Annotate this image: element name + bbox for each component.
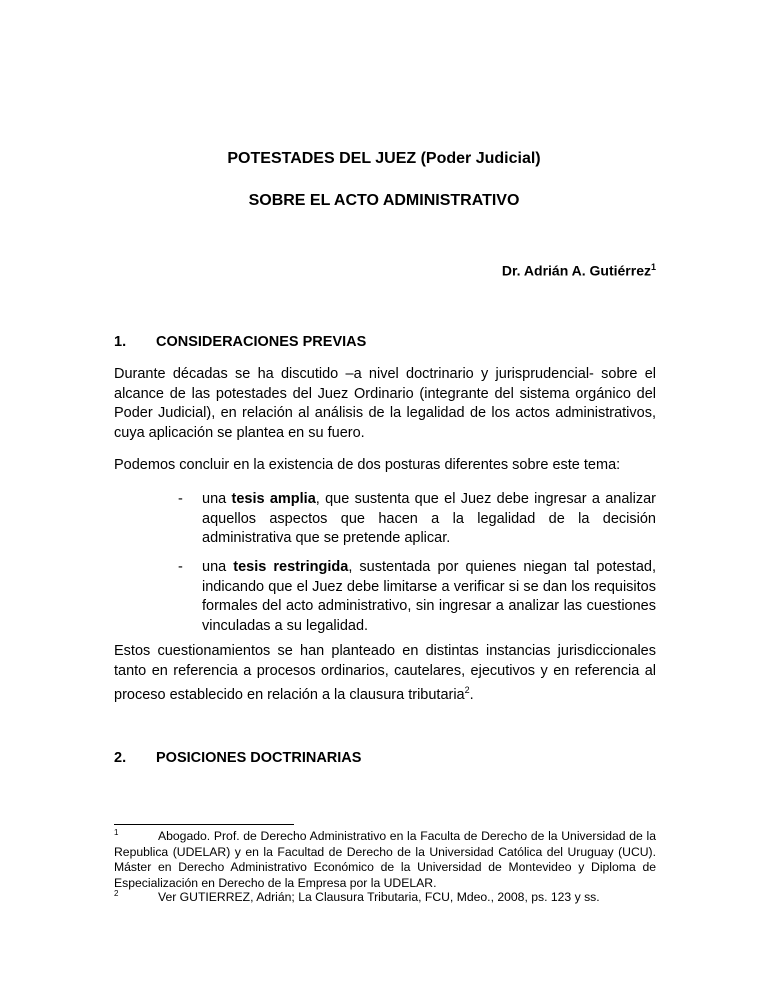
section1-paragraph3 xyxy=(114,642,656,705)
footnote-2-text: Ver GUTIERREZ, Adrián; La Clausura Tributaria, FCU, Mdeo., 2008, ps. 123 y ss. xyxy=(158,890,600,904)
document-title-line1: POTESTADES DEL JUEZ (Poder Judicial) xyxy=(227,150,541,167)
section2-heading xyxy=(114,750,361,766)
bullet-bold-term: tesis restringida xyxy=(233,559,349,575)
section1-paragraph2: Podemos concluir en la existencia de dos posturas diferentes sobre este tema: xyxy=(114,457,621,473)
bullet-text xyxy=(202,558,656,636)
section1-paragraph1: Durante décadas se ha discutido –a nivel doctrinario y jurisprudencial- sobre el alcance de las potestades del Juez Ordinario (integrante del sistema orgánico del Poder Judicial), en relación al análisis de la legalidad de los actos administrativos, cuya aplicación se plantea en su fuero. xyxy=(114,366,656,441)
paragraph3-end: . xyxy=(469,686,474,703)
paragraph3-text: Estos cuestionamientos se han planteado en distintas instancias jurisdiccionales tanto en referencia a procesos ordinarios, cautelares, ejecutivos y en referencia al proceso establecido en relación a la clausura tributaria xyxy=(114,643,656,703)
bullet-pre: una xyxy=(202,491,232,507)
footnote-2-mark: 2 xyxy=(114,889,119,898)
bullet-text xyxy=(202,490,656,549)
bullet-post: , que sustenta que el Juez debe ingresar a analizar aquellos aspectos que hacen a la legalidad de la decisión administrativa que se pretende aplicar. xyxy=(202,491,656,546)
section1-number: 1. xyxy=(114,334,127,350)
footnote-1-text: Abogado. Prof. de Derecho Administrativo en la Faculta de Derecho de la Universidad de la Republica (UDELAR) y en la Facultad de Derecho de la Universidad Católica del Uruguay (UCU). Máster en Derecho Administrativo Económico de la Universidad de Montevideo y Diploma de Especialización en Derecho de la Empresa por la UDELAR. xyxy=(114,829,656,890)
bullet-dash: - xyxy=(178,559,183,575)
footnote-ref-2[interactable]: 2 xyxy=(464,685,470,695)
bullet-bold-term: tesis amplia xyxy=(231,491,316,507)
footnote-separator xyxy=(114,824,294,825)
bullet-item-tesis-restringida xyxy=(178,558,656,636)
footnote-1-mark: 1 xyxy=(114,828,119,837)
author-name: Dr. Adrián A. Gutiérrez xyxy=(501,262,651,279)
section2-number: 2. xyxy=(114,750,127,766)
footnote-1 xyxy=(114,829,656,891)
author-footnote-mark[interactable]: 1 xyxy=(650,262,656,272)
bullet-dash: - xyxy=(178,491,183,507)
author-line xyxy=(502,262,656,279)
section1-title: CONSIDERACIONES PREVIAS xyxy=(156,334,367,350)
bullet-pre: una xyxy=(202,559,234,575)
section1-heading xyxy=(114,334,366,350)
footnote-2 xyxy=(114,890,656,906)
bullet-item-tesis-amplia xyxy=(178,490,656,549)
bullet-post: , sustentada por quienes niegan tal potestad, indicando que el Juez debe limitarse a verificar si se dan los requisitos formales del acto administrativo, sin ingresar a analizar las cuestiones vinculadas a su legalidad. xyxy=(202,559,656,634)
document-title-line2: SOBRE EL ACTO ADMINISTRATIVO xyxy=(248,192,520,209)
section2-title: POSICIONES DOCTRINARIAS xyxy=(156,750,362,766)
